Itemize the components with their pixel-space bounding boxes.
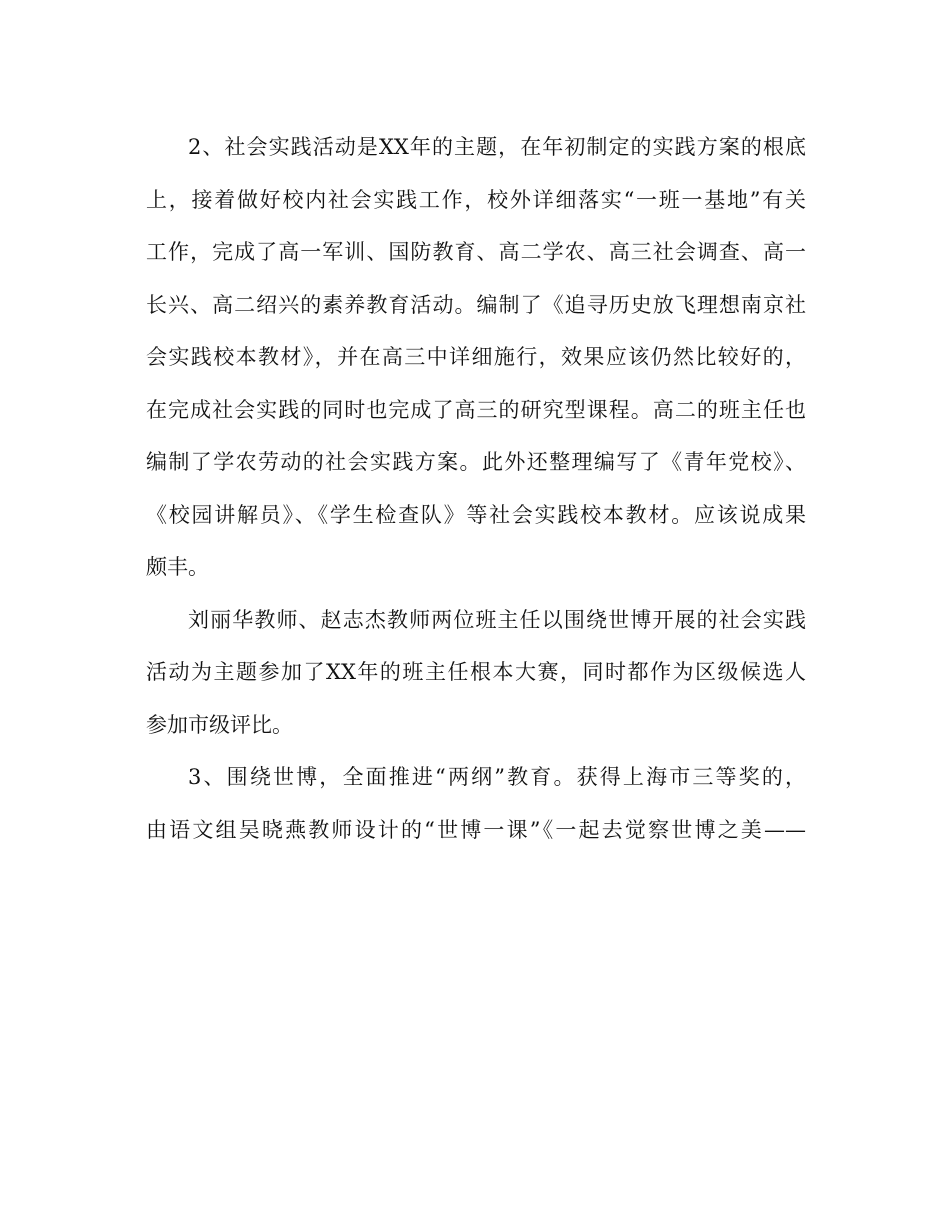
paragraph-line: 《校园讲解员》、《学生检查队》等社会实践校本教材。应该说成果 [146, 502, 806, 527]
paragraph-line-last: 颇丰。 [146, 555, 209, 579]
paragraph-line: 在完成社会实践的同时也完成了高三的研究型课程。高二的班主任也 [146, 397, 806, 422]
paragraph-line: 会实践校本教材》，并在高三中详细施行，效果应该仍然比较好的， [146, 345, 806, 369]
paragraph-line: 长兴、高二绍兴的素养教育活动。编制了《追寻历史放飞理想南京社 [146, 292, 806, 317]
paragraph-line: 工作，完成了高一军训、国防教育、高二学农、高三社会调查、高一 [146, 240, 806, 264]
paragraph-line: 上，接着做好校内社会实践工作，校外详细落实“一班一基地”有关 [146, 187, 806, 212]
paragraph-line: 由语文组吴晓燕教师设计的“世博一课”《一起去觉察世博之美—— [146, 817, 806, 842]
paragraph-line: 刘丽华教师、赵志杰教师两位班主任以围绕世博开展的社会实践 [188, 607, 806, 632]
paragraph-line: 活动为主题参加了XX年的班主任根本大赛，同时都作为区级候选人 [146, 660, 806, 684]
paragraph-line: 3、围绕世博，全面推进“两纲”教育。获得上海市三等奖的， [188, 765, 806, 789]
paragraph-line: 编制了学农劳动的社会实践方案。此外还整理编写了《青年党校》、 [146, 450, 806, 474]
document-body [146, 121, 806, 856]
paragraph-line-last: 参加市级评比。 [146, 712, 293, 737]
paragraph-line: 2、社会实践活动是XX年的主题，在年初制定的实践方案的根底 [188, 135, 806, 159]
